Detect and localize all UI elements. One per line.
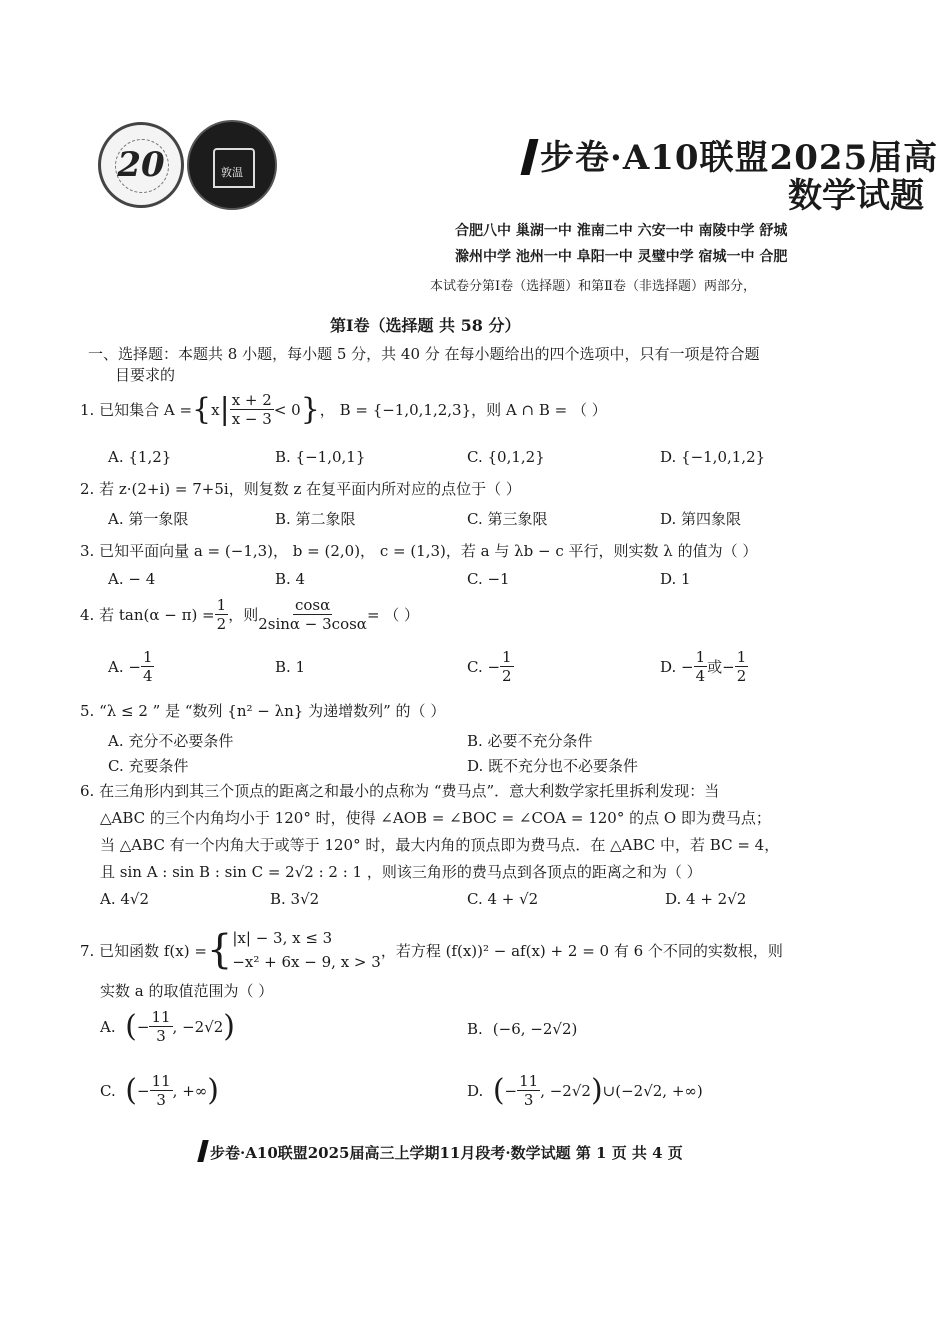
q1-number: 1. <box>80 400 95 419</box>
q2-option-c: C. 第三象限 <box>467 510 548 528</box>
q6-option-a: A. 4√2 <box>100 890 150 908</box>
brand-mark: 步卷· <box>540 138 623 178</box>
q1-option-d: D. {−1,0,1,2} <box>660 448 766 466</box>
schools-row-1: 合肥八中 巢湖一中 淮南二中 六安一中 南陵中学 舒城 <box>455 223 788 239</box>
school-logo-seal <box>98 122 184 208</box>
footer-mark: 步卷 <box>210 1144 241 1162</box>
gate-logo-text: 敦温 <box>221 166 243 179</box>
q4-option-c: C. − $\frac{1}{2}$ <box>467 648 512 685</box>
footer-bar-icon <box>197 1140 208 1162</box>
q7-option-b: B. (−6, −2√2) <box>467 1020 578 1038</box>
q3-option-b: B. 4 <box>275 570 306 588</box>
q2-option-b: B. 第二象限 <box>275 510 356 528</box>
q7-option-c: C. ( − $\frac{11}{3}$ , +∞ ) <box>100 1072 219 1109</box>
q5-option-d: D. 既不充分也不必要条件 <box>467 757 639 775</box>
instructions-line-1: 一、选择题：本题共 8 小题，每小题 5 分，共 40 分 在每小题给出的四个选项中，只有一项是符合题 <box>88 345 760 363</box>
q3-option-a: A. − 4 <box>108 570 156 588</box>
question-2: 2. 若 z·(2+i) = 7+5i，则复数 z 在复平面内所对应的点位于（ ） <box>80 480 521 498</box>
q1-fraction: $\frac{x + 2}{x - 3}$ <box>231 391 272 428</box>
q6-option-b: B. 3√2 <box>270 890 320 908</box>
page-footer <box>200 1140 683 1163</box>
question-3: 3. 已知平面向量 a = (−1,3)， b = (2,0)， c = (1,3)，若 a 与 λb − c 平行，则实数 λ 的值为（ ） <box>80 542 758 560</box>
question-7-line-2: 实数 a 的取值范围为（ ） <box>100 982 274 1000</box>
q1-pre: 已知集合 A = <box>99 401 193 419</box>
schools-row-2: 滁州中学 池州一中 阜阳一中 灵璧中学 宿城一中 合肥 <box>455 249 788 265</box>
q2-option-d: D. 第四象限 <box>660 510 742 528</box>
exam-note: 本试卷分第Ⅰ卷（选择题）和第Ⅱ卷（非选择题）两部分， <box>430 279 756 294</box>
q5-option-c: C. 充要条件 <box>108 757 189 775</box>
q1-option-a: A. {1,2} <box>108 448 172 466</box>
q1-ineq: < 0 <box>273 400 301 419</box>
section-title: 第Ⅰ卷（选择题 共 58 分） <box>330 316 521 335</box>
school-logo-gate <box>187 120 277 210</box>
q3-option-c: C. −1 <box>467 570 510 588</box>
q4-option-a: A. − $\frac{1}{4}$ <box>108 648 153 685</box>
footer-text: ·A10联盟2025届高三上学期11月段考·数学试题 第 1 页 共 4 页 <box>240 1144 683 1162</box>
question-7: 7. 已知函数 f(x) = { |x| − 3, x ≤ 3 −x² + 6x − 9, x > 3 ，若方程 (f(x))² − af(x) + 2 = 0 有 6 个不同的实数根，则 <box>80 927 783 973</box>
question-6-line-2: △ABC 的三个内角均小于 120° 时，使得 ∠AOB = ∠BOC = ∠COA = 120° 的点 O 即为费马点； <box>100 809 771 827</box>
q4-option-d: D. − $\frac{1}{4}$ 或− $\frac{1}{2}$ <box>660 648 747 685</box>
q1-set-var: x <box>211 400 220 419</box>
q6-option-d: D. 4 + 2√2 <box>665 890 747 908</box>
subject-title: 数学试题 <box>788 176 924 216</box>
q3-option-d: D. 1 <box>660 570 691 588</box>
instructions-line-2: 目要求的 <box>115 366 176 384</box>
q1-rest: ， B = {−1,0,1,2,3}，则 A ∩ B = （ ） <box>319 401 607 419</box>
q1-option-c: C. {0,1,2} <box>467 448 545 466</box>
seal-logo-number: 20 <box>117 145 165 185</box>
q4-option-b: B. 1 <box>275 658 306 676</box>
question-6-line-4: 且 sin A : sin B : sin C = 2√2 : 2 : 1 ，则该三角形的费马点到各顶点的距离之和为（ ） <box>100 863 702 881</box>
q7-option-a: A. ( − $\frac{11}{3}$ , −2√2 ) <box>100 1008 236 1045</box>
question-1: 1. 已知集合 A = { x | $\frac{x + 2}{x - 3}$ < 0 } ， B = {−1,0,1,2,3}，则 A ∩ B = （ ） <box>80 391 607 428</box>
question-4: 4. 若 tan(α − π) = $\frac{1}{2}$ ，则 $\frac{\cos\alpha}{2\sin\alpha - 3\cos\alpha}$ = （ ） <box>80 596 420 633</box>
question-6-line-3: 当 △ABC 有一个内角大于或等于 120° 时，最大内角的顶点即为费马点．在 △ABC 中，若 BC = 4， <box>100 836 780 854</box>
q4-fraction-1: $\frac{1}{2}$ <box>216 596 227 633</box>
q2-option-a: A. 第一象限 <box>108 510 189 528</box>
q7-option-d: D. ( − $\frac{11}{3}$ , −2√2 ) ∪(−2√2, +∞) <box>467 1072 703 1109</box>
q7-piecewise: |x| − 3, x ≤ 3 −x² + 6x − 9, x > 3 <box>232 929 381 971</box>
brand-title: A10联盟2025届高 <box>622 138 939 178</box>
q5-option-a: A. 充分不必要条件 <box>108 732 234 750</box>
q4-fraction-2: $\frac{\cos\alpha}{2\sin\alpha - 3\cos\alpha}$ <box>258 596 367 633</box>
brand-bar-icon <box>521 139 539 175</box>
q5-option-b: B. 必要不充分条件 <box>467 732 593 750</box>
q1-option-b: B. {−1,0,1} <box>275 448 366 466</box>
question-6-line-1: 6. 在三角形内到其三个顶点的距离之和最小的点称为 “费马点”．意大利数学家托里拆利发现：当 <box>80 782 720 800</box>
q6-option-c: C. 4 + √2 <box>467 890 539 908</box>
question-5: 5. “λ ≤ 2 ” 是 “数列 {n² − λn} 为递增数列” 的（ ） <box>80 702 446 720</box>
